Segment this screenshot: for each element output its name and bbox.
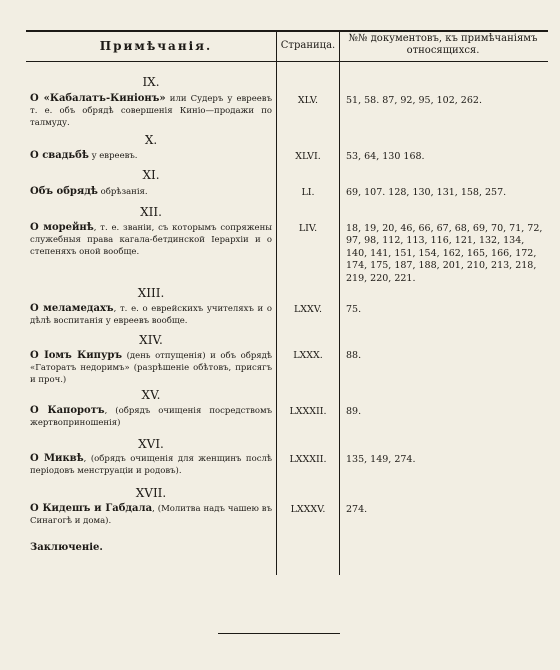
section-description: обрѣзанія. bbox=[97, 187, 148, 197]
section-description: , т. е. званіи, съ которымъ сопряжены служебныя права кагала-бетдинской Іерархіи и о степеняхъ оной вообще. bbox=[30, 223, 272, 257]
section-docs: 69, 107. 128, 130, 131, 158, 257. bbox=[346, 187, 507, 198]
header-rule bbox=[26, 61, 548, 62]
section-title: О Кидешъ и Габдала bbox=[30, 503, 153, 514]
section-title: О свадьбѣ bbox=[30, 150, 89, 161]
column-divider-docs bbox=[339, 30, 340, 575]
section-number: XII. bbox=[140, 205, 162, 219]
section-docs: 135, 149, 274. bbox=[346, 454, 416, 465]
section-description: , (обрядъ очищенія для женщинъ послѣ періодовъ менструаціи и родовъ). bbox=[30, 454, 272, 476]
section-title: О меламедахъ bbox=[30, 303, 114, 314]
section-docs: 274. bbox=[346, 504, 368, 515]
column-divider-page bbox=[276, 30, 277, 575]
section-page: LXXX. bbox=[293, 350, 323, 361]
section-number: XVI. bbox=[138, 437, 164, 451]
section-number: X. bbox=[144, 133, 158, 147]
section-text bbox=[30, 222, 272, 258]
section-docs: 88. bbox=[346, 350, 362, 361]
section-text bbox=[30, 405, 272, 429]
section-description: , т. е. о еврейскихъ учителяхъ и о дѣлѣ воспитанія у евреевъ вообще. bbox=[30, 304, 272, 326]
section-page: LXXV. bbox=[293, 304, 323, 315]
column-header-notes: Примѣчанія. bbox=[99, 39, 213, 53]
section-description: (день отпущенія) и объ обрядѣ «Гаторатъ недоримъ» (разрѣшеніе обѣтовъ, присягъ и проч.) bbox=[30, 351, 272, 385]
section-docs: 75. bbox=[346, 304, 362, 315]
column-header-page: Страница. bbox=[280, 40, 336, 51]
section-page: LIV. bbox=[298, 223, 318, 234]
section-number: XIV. bbox=[139, 333, 163, 347]
bottom-rule bbox=[218, 633, 340, 634]
section-title: О Капоротъ bbox=[30, 405, 105, 416]
section-page: LI. bbox=[301, 187, 315, 198]
section-description: или Судеръ у евреевъ т. е. объ обрядѣ совершенія Кинiо—продажи по талмуду. bbox=[30, 94, 272, 128]
section-title: О Миквѣ bbox=[30, 453, 84, 464]
section-number: XVII. bbox=[135, 486, 167, 500]
section-docs: 18, 19, 20, 46, 66, 67, 68, 69, 70, 71, 72, 97, 98, 112, 113, 116, 121, 132, 134, 140, 141, 151, 154, 162, 165, 166, 172, 174, 175, 187, 188, 201, 210, 213, 218, 219, 220, 221. bbox=[346, 223, 543, 284]
section-docs: 89. bbox=[346, 406, 362, 417]
section-title: О морейнѣ bbox=[30, 222, 94, 233]
section-title: О «Кабалатъ-Кинiонъ» bbox=[30, 93, 166, 104]
section-text bbox=[30, 503, 272, 527]
section-number: XIII. bbox=[137, 286, 165, 300]
section-description: у евреевъ. bbox=[88, 151, 138, 161]
section-page: LXXXII. bbox=[289, 406, 327, 417]
section-text bbox=[30, 93, 272, 129]
section-title: О Іомъ Кипуръ bbox=[30, 350, 123, 361]
section-page: LXXXV. bbox=[290, 504, 326, 515]
section-description: , (Молитва надъ чашею въ Синагогѣ и дома). bbox=[30, 504, 273, 526]
section-number: XV. bbox=[141, 388, 161, 402]
section-title: Объ обрядѣ bbox=[30, 186, 98, 197]
section-text bbox=[30, 150, 272, 162]
section-text bbox=[30, 350, 272, 386]
section-text bbox=[30, 453, 272, 477]
top-rule bbox=[26, 30, 548, 32]
conclusion-heading: Заключеніе. bbox=[30, 542, 103, 553]
section-number: XI. bbox=[142, 168, 160, 182]
section-number: IX. bbox=[142, 75, 160, 89]
section-page: LXXXII. bbox=[289, 454, 327, 465]
section-text bbox=[30, 303, 272, 327]
section-description: , (обрядъ очищенія посредствомъ жертвоприношенія) bbox=[30, 406, 272, 428]
section-docs: 51, 58. 87, 92, 95, 102, 262. bbox=[346, 95, 482, 106]
column-header-docs: №№ документовъ, къ примѣчаніямъ относящихся. bbox=[348, 33, 538, 56]
section-page: XLV. bbox=[297, 95, 319, 106]
section-docs: 53, 64, 130 168. bbox=[346, 151, 425, 162]
section-text bbox=[30, 186, 272, 198]
section-page: XLVI. bbox=[295, 151, 321, 162]
